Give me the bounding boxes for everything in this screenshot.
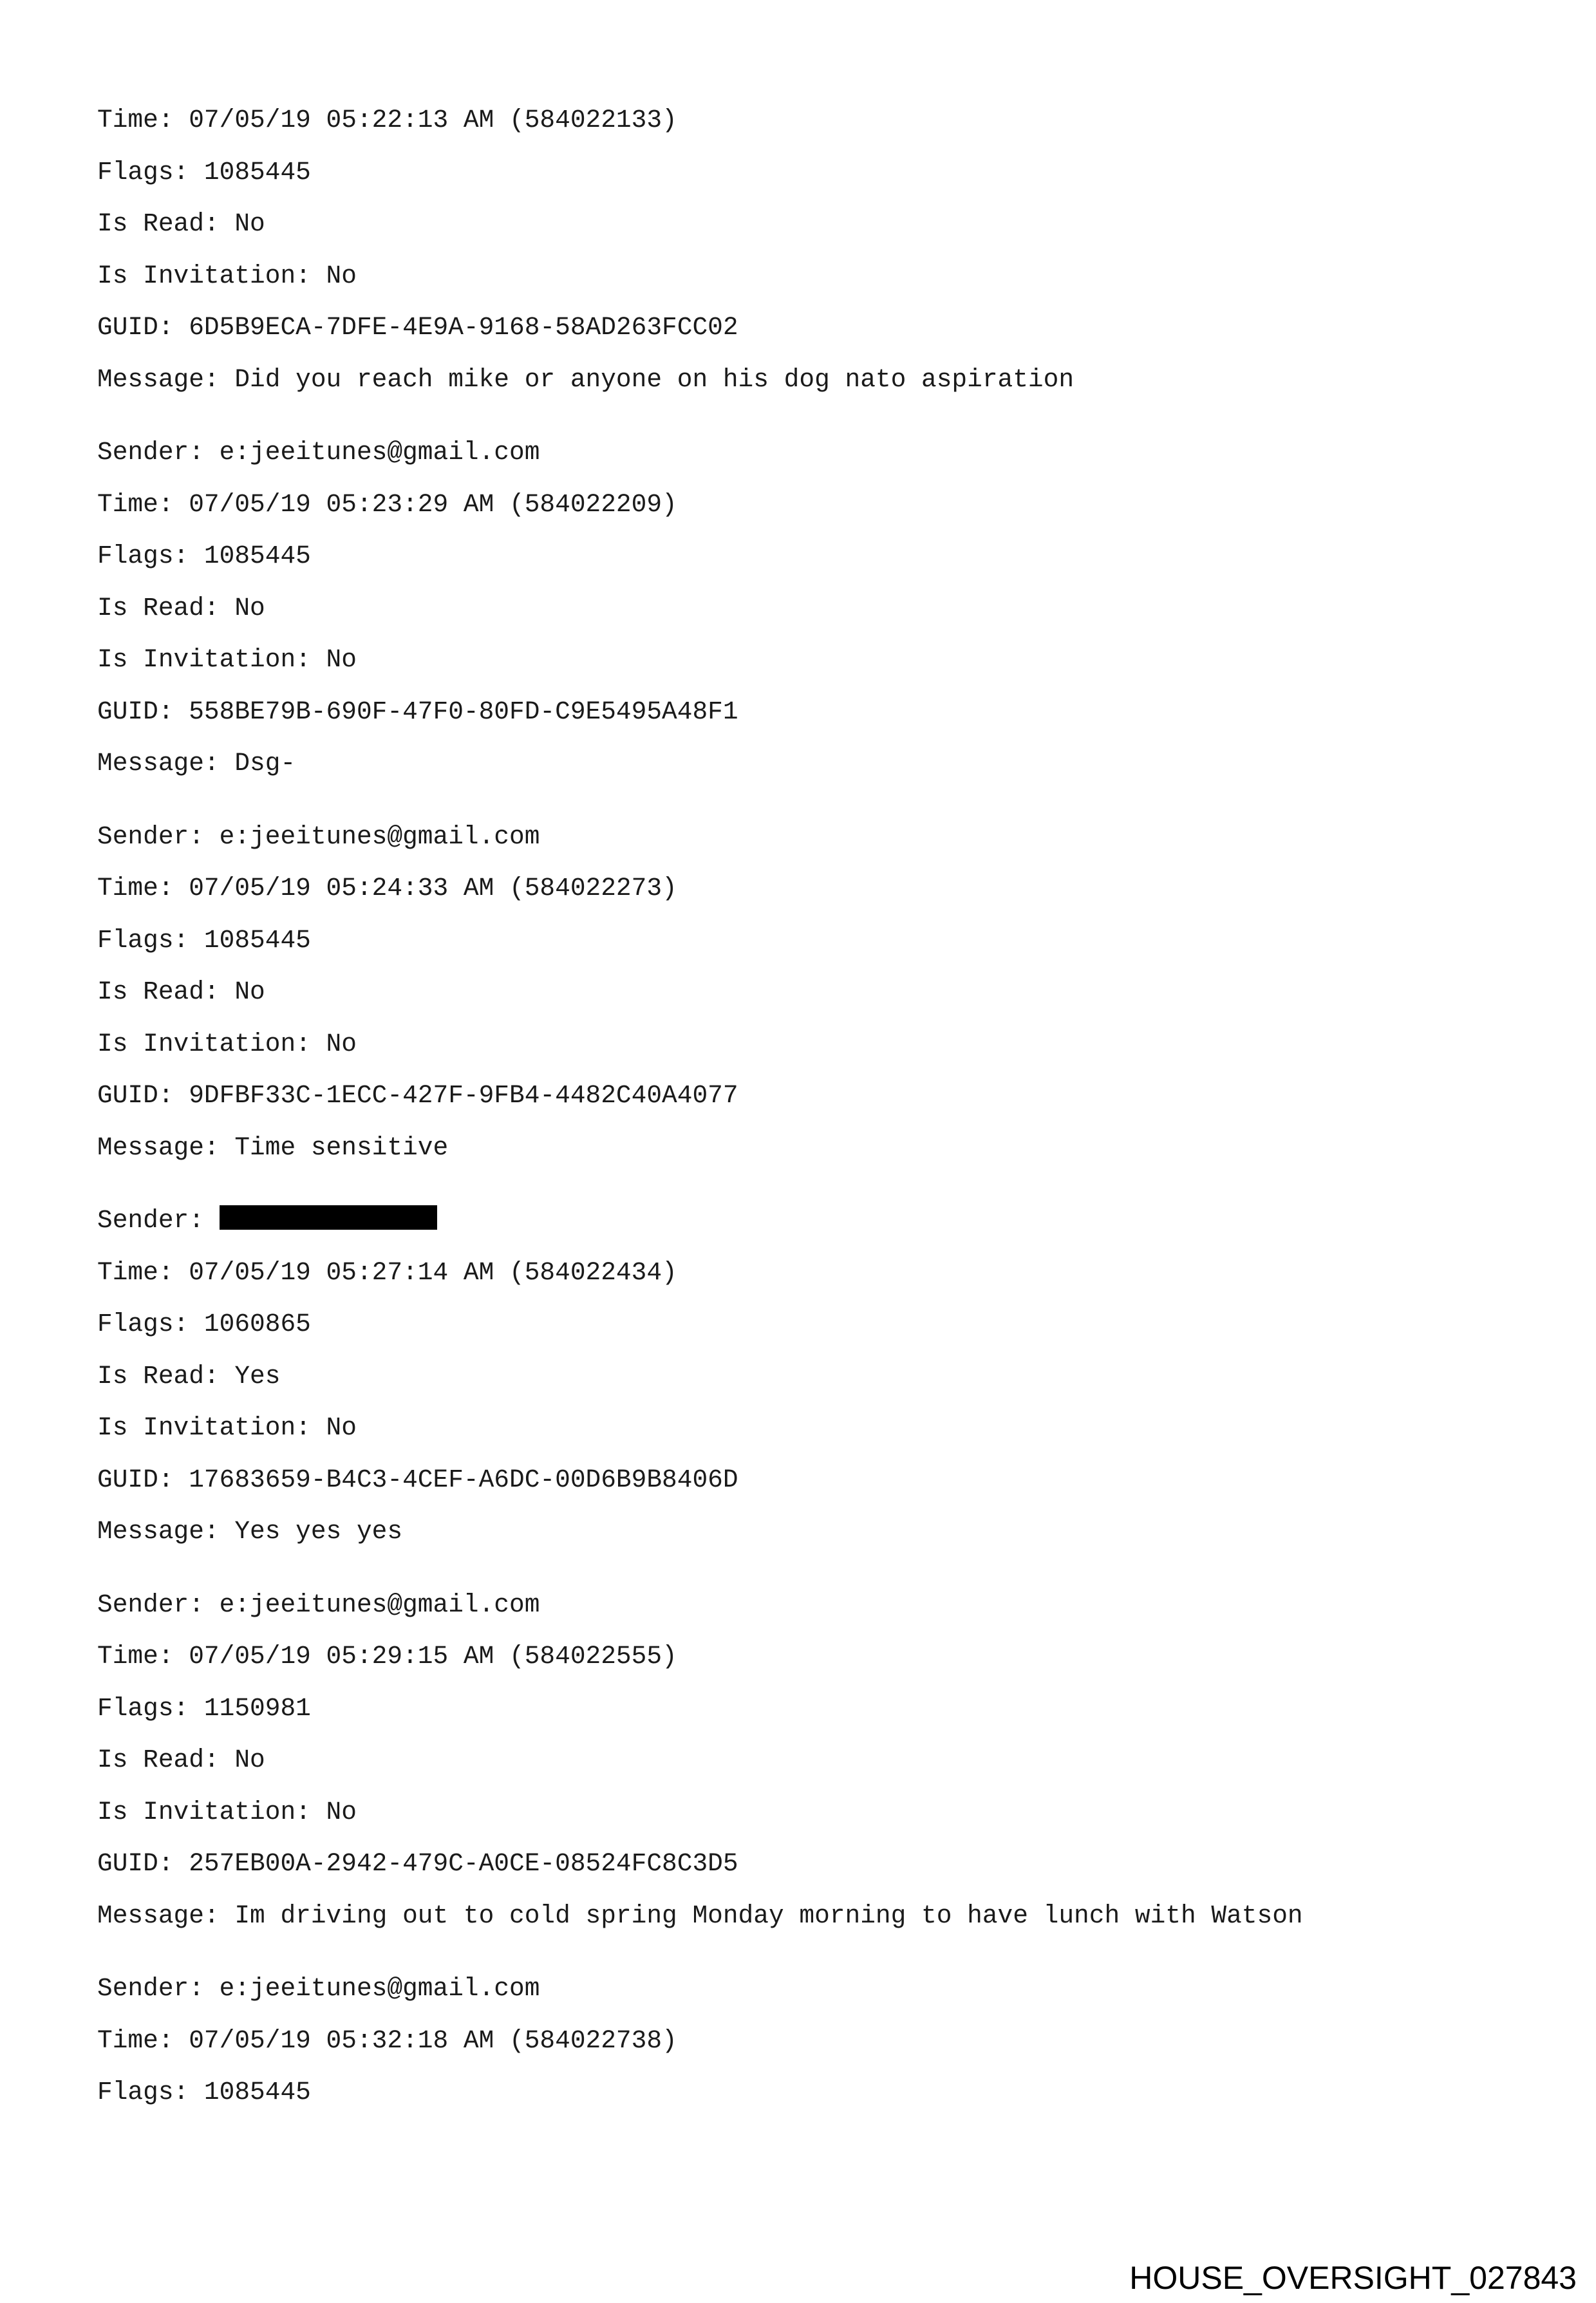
is-invitation-line: Is Invitation: No [97, 1797, 357, 1827]
guid-line: GUID: 6D5B9ECA-7DFE-4E9A-9168-58AD263FCC02 [97, 313, 738, 342]
sender-line: Sender: e:jeeitunes@gmail.com [97, 1974, 540, 2003]
time-line: Time: 07/05/19 05:22:13 AM (584022133) [97, 106, 677, 135]
redaction-bar [220, 1205, 437, 1230]
sender-line: Sender: e:jeeitunes@gmail.com [97, 1590, 540, 1619]
flags-line: Flags: 1085445 [97, 2078, 311, 2107]
is-read-line: Is Read: No [97, 209, 265, 238]
time-line: Time: 07/05/19 05:23:29 AM (584022209) [97, 489, 677, 519]
is-read-line: Is Read: Yes [97, 1361, 281, 1391]
is-read-line: Is Read: No [97, 593, 265, 623]
message-log [97, 105, 1546, 2129]
message-record [97, 822, 1546, 1185]
sender-line [97, 1205, 1546, 1257]
guid-line: GUID: 17683659-B4C3-4CEF-A6DC-00D6B9B8406D [97, 1465, 738, 1494]
flags-line: Flags: 1085445 [97, 925, 311, 955]
message-line: Message: Yes yes yes [97, 1517, 403, 1546]
is-invitation-line: Is Invitation: No [97, 645, 357, 674]
message-line: Message: Dsg- [97, 749, 296, 778]
time-line: Time: 07/05/19 05:29:15 AM (584022555) [97, 1642, 677, 1671]
message-line: Message: Time sensitive [97, 1133, 449, 1162]
guid-line: GUID: 257EB00A-2942-479C-A0CE-08524FC8C3D5 [97, 1849, 738, 1878]
sender-line: Sender: e:jeeitunes@gmail.com [97, 438, 540, 467]
guid-line: GUID: 558BE79B-690F-47F0-80FD-C9E5495A48F1 [97, 697, 738, 726]
message-line: Message: Did you reach mike or anyone on his dog nato aspiration [97, 364, 1075, 394]
message-record [97, 1205, 1546, 1568]
is-invitation-line: Is Invitation: No [97, 1029, 357, 1058]
message-record [97, 1590, 1546, 1953]
time-line: Time: 07/05/19 05:24:33 AM (584022273) [97, 874, 677, 903]
is-read-line: Is Read: No [97, 1745, 265, 1774]
message-record [97, 105, 1546, 416]
time-line: Time: 07/05/19 05:27:14 AM (584022434) [97, 1257, 677, 1287]
message-line: Message: Im driving out to cold spring Monday morning to have lunch with Watson [97, 1901, 1303, 1930]
is-read-line: Is Read: No [97, 977, 265, 1006]
time-line: Time: 07/05/19 05:32:18 AM (584022738) [97, 2026, 677, 2055]
is-invitation-line: Is Invitation: No [97, 261, 357, 290]
flags-line: Flags: 1085445 [97, 157, 311, 187]
sender-line: Sender: e:jeeitunes@gmail.com [97, 822, 540, 851]
message-record [97, 437, 1546, 800]
flags-line: Flags: 1085445 [97, 541, 311, 570]
bates-number: HOUSE_OVERSIGHT_027843 [1129, 2260, 1577, 2296]
flags-line: Flags: 1060865 [97, 1310, 311, 1339]
is-invitation-line: Is Invitation: No [97, 1413, 357, 1442]
message-record [97, 1973, 1546, 2129]
sender-label: Sender: [97, 1206, 220, 1235]
flags-line: Flags: 1150981 [97, 1693, 311, 1723]
guid-line: GUID: 9DFBF33C-1ECC-427F-9FB4-4482C40A4077 [97, 1081, 738, 1110]
